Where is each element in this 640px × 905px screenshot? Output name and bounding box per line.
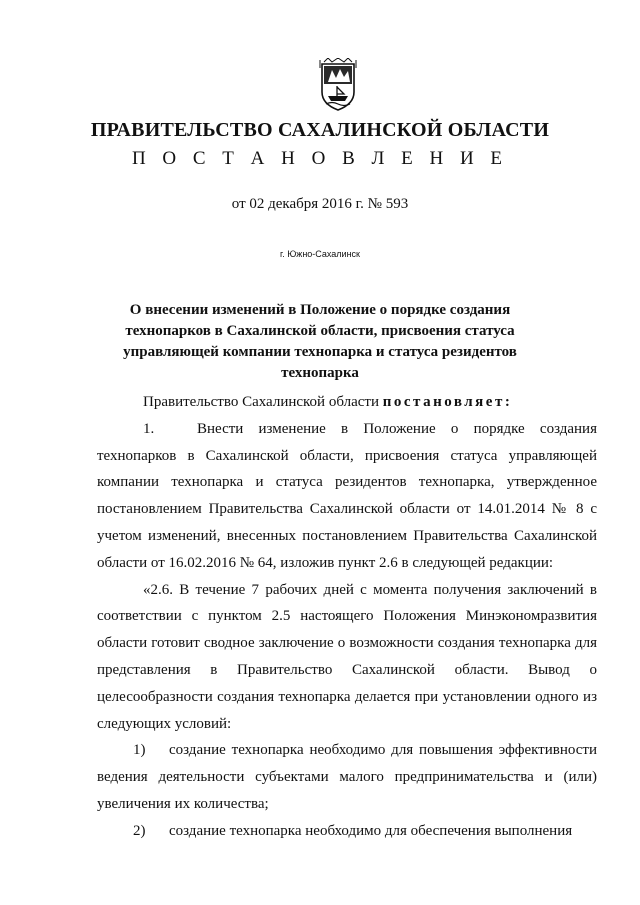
- city-line: г. Южно-Сахалинск: [280, 249, 360, 259]
- decree-date-number: от 02 декабря 2016 г. № 593: [231, 196, 409, 212]
- condition-1-paragraph: [97, 737, 597, 817]
- document-type: П О С Т А Н О В Л Е Н И Е: [131, 148, 509, 169]
- condition-2-paragraph: [97, 818, 597, 845]
- sakhalin-coat-of-arms-icon: [318, 58, 358, 112]
- condition-1-text: создание технопарка необходимо для повышения эффективности ведения деятельности субъектами малого предпринимательства и (или) увеличения их количества;: [97, 742, 597, 812]
- item-1-text: Внести изменение в Положение о порядке создания технопарков в Сахалинской области, присвоения статуса управляющей компании технопарка и статуса резидентов технопарка, утвержденное постановлением Правительства Сахалинской области от 14.01.2014 № 8 с учетом изменений, внесенных постановлением Правительства Сахалинской области от 16.02.2016 № 64, изложив пункт 2.6 в следующей редакции:: [97, 420, 597, 571]
- decree-body: [97, 389, 597, 845]
- government-title: ПРАВИТЕЛЬСТВО САХАЛИНСКОЙ ОБЛАСТИ: [90, 119, 550, 141]
- intro-paragraph: [97, 389, 597, 416]
- item-1-number: 1.: [143, 420, 155, 437]
- condition-1-number: 1): [133, 742, 146, 759]
- intro-prefix: Правительство Сахалинской области: [143, 394, 383, 410]
- quoted-clause-2-6: «2.6. В течение 7 рабочих дней с момента получения заключений в соответствии с пунктом 2.5 настоящего Положения Минэкономразвития области готовит сводное заключение о возможности создания технопарка для представления в Правительство Сахалинской области. Вывод о целесообразности создания технопарка делается при установлении одного из следующих условий:: [97, 581, 597, 732]
- condition-2-text: создание технопарка необходимо для обеспечения выполнения: [169, 822, 573, 839]
- condition-2-number: 2): [133, 822, 146, 839]
- intro-verb: постановляет:: [382, 394, 513, 410]
- item-1-paragraph: [97, 416, 597, 577]
- decree-subject: О внесении изменений в Положение о порядке создания технопарков в Сахалинской области, присвоения статуса управляющей компании технопарка и статуса резидентов технопарка: [123, 302, 517, 381]
